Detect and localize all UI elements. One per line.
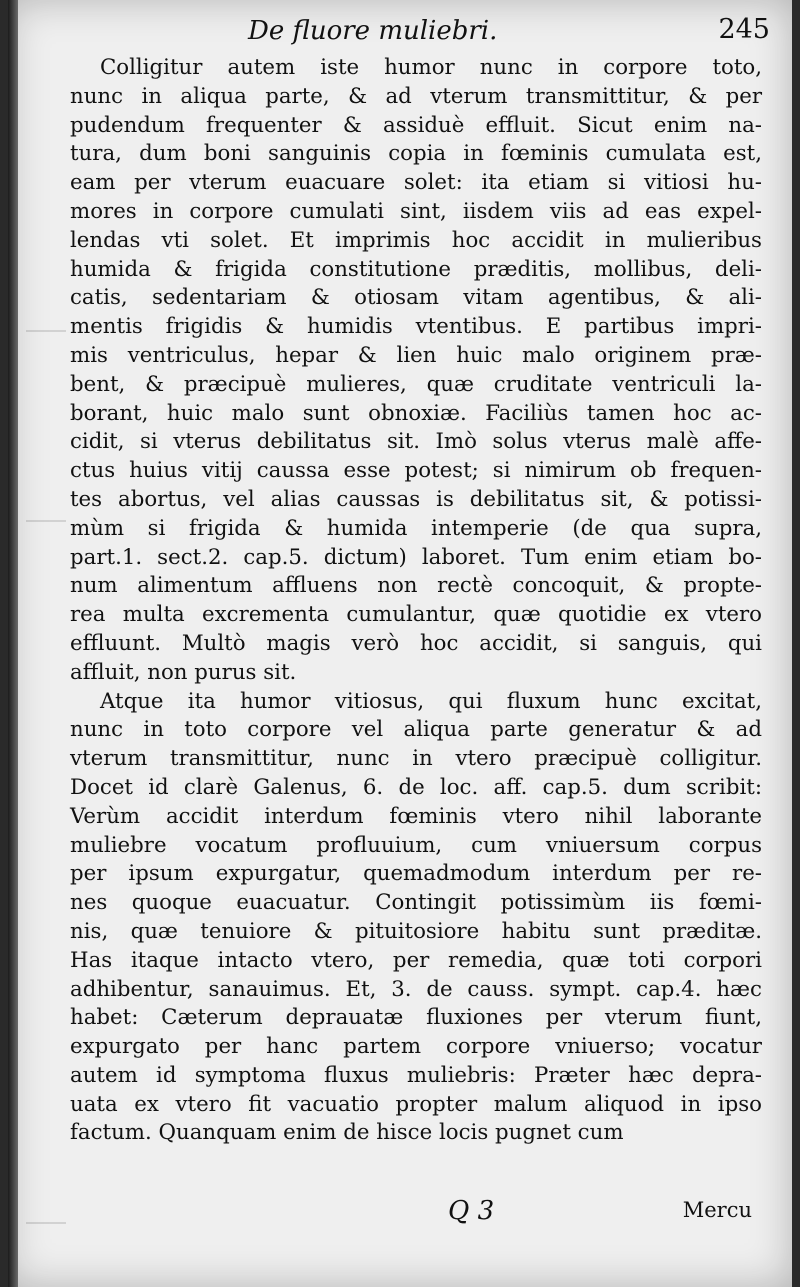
bleed-through-mark: [26, 1222, 66, 1224]
page-gutter-shadow: [8, 0, 18, 1287]
text-line: tura, dum boni sanguinis copia in fœminis cumulata est,: [70, 141, 762, 167]
text-line: Colligitur autem iste humor nunc in corpore toto,: [100, 55, 762, 80]
text-line: nes quoque euacuatur. Contingit potissimùm iis fœmi-: [70, 890, 762, 916]
text-line: adhibentur, sanauimus. Et, 3. de causs. sympt. cap.4. hæc: [70, 976, 762, 1002]
text-line: part.1. sect.2. cap.5. dictum) laboret. Tum enim etiam bo-: [70, 544, 762, 570]
text-line: vterum transmittitur, nunc in vtero præcipuè colligitur.: [70, 746, 762, 772]
text-line: borant, huic malo sunt obnoxiæ. Faciliùs tamen hoc ac-: [70, 400, 762, 426]
text-line: mùm si frigida & humida intemperie (de qua supra,: [70, 515, 762, 541]
text-line: mentis frigidis & humidis vtentibus. E partibus impri-: [70, 314, 762, 340]
text-line: uata ex vtero fit vacuatio propter malum aliquod in ipso: [70, 1091, 762, 1117]
text-line: mores in corpore cumulati sint, iisdem viis ad eas expel-: [70, 198, 762, 224]
text-line: effluunt. Multò magis verò hoc accidit, si sanguis, qui: [70, 630, 762, 656]
text-line: cidit, si vterus debilitatus sit. Imò solus vterus malè affe-: [70, 429, 762, 455]
text-line: nunc in aliqua parte, & ad vterum transmittitur, & per: [70, 83, 762, 109]
text-line: expurgato per hanc partem corpore vniuerso; vocatur: [70, 1034, 762, 1060]
text-line: nunc in toto corpore vel aliqua parte generatur & ad: [70, 717, 762, 743]
running-title: De fluore muliebri.: [248, 16, 498, 46]
text-line: pudendum frequenter & assiduè effluit. Sicut enim na-: [70, 112, 762, 138]
signature-mark: Q 3: [448, 1196, 495, 1226]
text-line: Has itaque intacto vtero, per remedia, quæ toti corpori: [70, 947, 762, 973]
text-line: rea multa excrementa cumulantur, quæ quotidie ex vtero: [70, 602, 762, 628]
text-line: factum. Quanquam enim de hisce locis pugnet cum: [70, 1120, 624, 1146]
text-line: eam per vterum euacuare solet: ita etiam si vitiosi hu-: [70, 170, 762, 196]
text-line: per ipsum expurgatur, quemadmodum interdum per re-: [70, 861, 762, 887]
text-line: autem id symptoma fluxus muliebris: Præter hæc depra-: [70, 1062, 762, 1088]
page-footer: [68, 1196, 752, 1228]
text-line: humida & frigida constitutione præditis, mollibus, deli-: [70, 256, 762, 282]
text-line: habet: Cæterum deprauatæ fluxiones per vterum fiunt,: [70, 1005, 762, 1031]
book-page: [8, 0, 792, 1287]
text-line: Atque ita humor vitiosus, qui fluxum hunc excitat,: [100, 688, 762, 714]
body-text: [70, 54, 762, 1148]
bleed-through-mark: [26, 330, 66, 332]
text-line: ctus huius vitij caussa esse potest; si nimirum ob frequen-: [70, 458, 762, 484]
page-number: 245: [718, 14, 770, 45]
text-line: mis ventriculus, hepar & lien huic malo originem præ-: [70, 342, 762, 368]
page-header: [78, 10, 772, 50]
text-line: bent, & præcipuè mulieres, quæ cruditate ventriculi la-: [70, 371, 762, 397]
text-line: catis, sedentariam & otiosam vitam agentibus, & ali-: [70, 285, 762, 311]
catchword: Mercu: [682, 1198, 752, 1222]
text-line: muliebre vocatum profluuium, cum vniuersum corpus: [70, 832, 762, 858]
text-line: Docet id clarè Galenus, 6. de loc. aff. cap.5. dum scribit:: [70, 774, 762, 800]
text-line: Verùm accidit interdum fœminis vtero nihil laborante: [70, 803, 762, 829]
text-line: lendas vti solet. Et imprimis hoc accidit in mulieribus: [70, 227, 762, 253]
text-line: tes abortus, vel alias caussas is debilitatus sit, & potissi-: [70, 486, 762, 512]
text-line: num alimentum affluens non rectè concoquit, & propte-: [70, 573, 762, 599]
bleed-through-mark: [26, 520, 66, 522]
text-line: affluit, non purus sit.: [70, 659, 297, 685]
text-line: nis, quæ tenuiore & pituitosiore habitu sunt præditæ.: [70, 918, 762, 944]
